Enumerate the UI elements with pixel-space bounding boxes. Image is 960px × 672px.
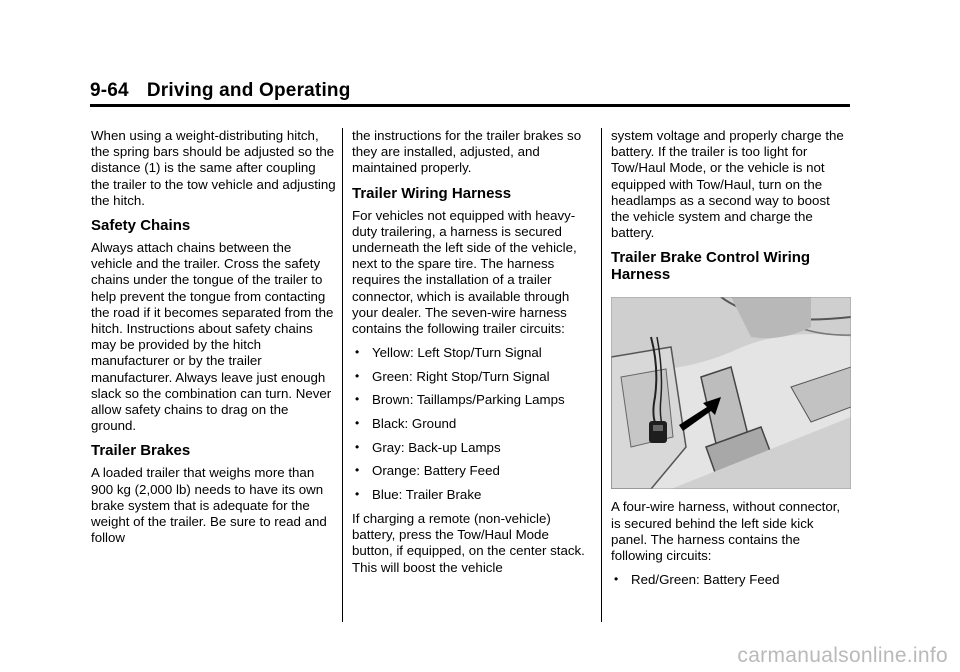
four-wire-circuit-list [611,572,851,588]
four-wire-paragraph: A four-wire harness, without connector, is secured behind the left side kick panel. The harness contains the following circuits: [611,499,841,564]
list-item: • Black: Ground [355,416,457,432]
bullet-icon: • [614,572,619,587]
page-header [90,80,351,102]
brakes-continued-paragraph: the instructions for the trailer brakes so they are installed, adjusted, and maintained properly. [352,128,582,176]
bullet-icon: • [355,392,360,407]
brake-control-wiring-heading: Trailer Brake Control Wiring Harness [611,249,811,284]
list-item: • Blue: Trailer Brake [355,486,482,502]
bullet-icon: • [355,486,360,501]
bullet-icon: • [355,463,360,478]
section-title: Driving and Operating [146,80,351,101]
page-number: 9-64 [90,80,129,101]
voltage-paragraph: system voltage and properly charge the battery. If the trailer is too light for Tow/Haul Mode, or the vehicle is not equipped with Tow/Haul, turn on the headlamps as a second way to boost the vehicle system and charge the battery. [611,128,844,241]
trailer-brakes-paragraph: A loaded trailer that weighs more than 900 kg (2,000 lb) needs to have its own brake system that is adequate for the weight of the trailer. Be sure to read and follow [91,465,327,546]
trailer-brakes-heading: Trailer Brakes [91,442,191,460]
list-item: • Red/Green: Battery Feed [614,572,780,588]
list-item: • Brown: Taillamps/Parking Lamps [355,392,565,408]
list-item: • Yellow: Left Stop/Turn Signal [355,345,542,361]
hitch-paragraph: When using a weight-distributing hitch, the spring bars should be adjusted so the distance (1) is the same after coupling the trailer to the tow vehicle and adjusting the hitch. [91,128,336,208]
bullet-icon: • [355,345,360,360]
list-item: • Gray: Back-up Lamps [355,439,501,455]
bullet-icon: • [355,368,360,383]
kick-panel-harness-figure [611,297,851,489]
list-item: • Orange: Battery Feed [355,463,500,479]
bullet-icon: • [355,416,360,431]
column-3 [611,128,851,596]
safety-chains-heading: Safety Chains [91,217,191,235]
bullet-icon: • [355,439,360,454]
column-2 [352,128,592,584]
list-item: • Green: Right Stop/Turn Signal [355,368,550,384]
header-rule [90,104,850,107]
remote-battery-paragraph: If charging a remote (non-vehicle) battery, press the Tow/Haul Mode button, if equipped, on the center stack. This will boost the vehicle [352,511,585,575]
trailer-wiring-heading: Trailer Wiring Harness [352,184,512,202]
watermark: carmanualsonline.info [737,644,948,667]
trailer-wiring-paragraph: For vehicles not equipped with heavy-duty trailering, a harness is secured underneath the left side of the vehicle, next to the spare tire. The harness requires the installation of a trailer connector, which is available through your dealer. The seven-wire harness contains the following trailer circuits: [352,207,577,337]
safety-chains-paragraph: Always attach chains between the vehicle and the trailer. Cross the safety chains under the tongue of the trailer to help prevent the tongue from contacting the road if it becomes separated from the hitch. Instructions about safety chains may be provided by the hitch manufacturer or by the trailer manufacturer. Always leave just enough slack so the combination can turn. Never allow safety chains to drag on the ground. [91,240,334,434]
column-divider-2 [601,128,602,622]
circuit-list [352,345,592,503]
column-divider-1 [342,128,343,622]
column-1 [91,128,336,554]
